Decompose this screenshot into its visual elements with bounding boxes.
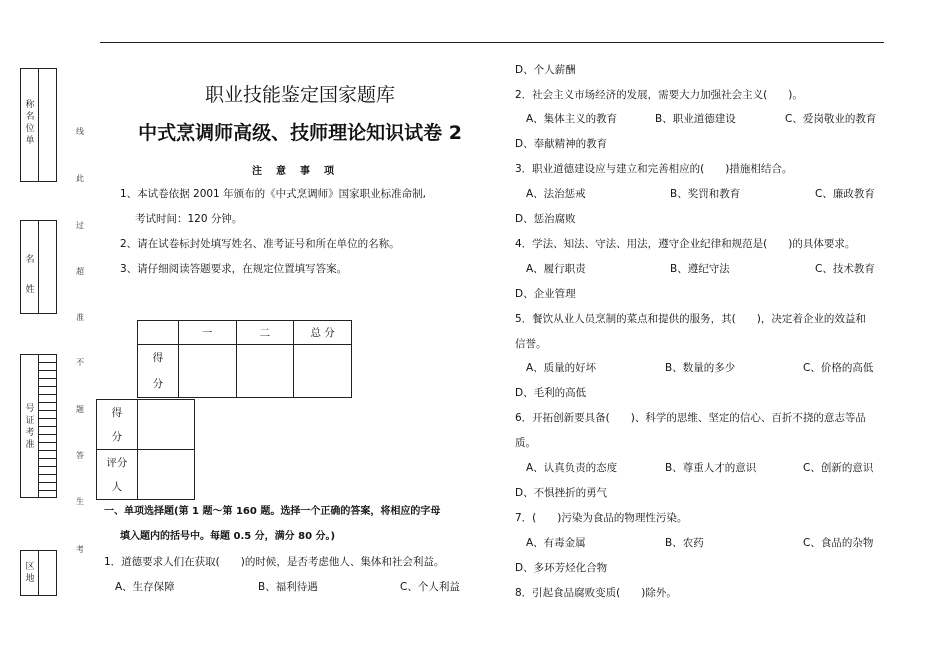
q4-option-d: D、企业管理 [515, 288, 576, 300]
q6-option-b: B、尊重人才的意识 [665, 462, 757, 474]
score-cell-total[interactable] [294, 345, 352, 398]
q4-option-a: A、履行职责 [526, 263, 586, 275]
question-7: 7．( )污染为食品的物理性污染。 [515, 512, 688, 524]
cutline-char: 答 [76, 451, 84, 460]
q6-option-a: A、认真负责的态度 [526, 462, 618, 474]
notice-item-1: 1、本试卷依据 2001 年颁布的《中式烹调师》国家职业标准命制, [120, 188, 426, 200]
q2-option-d: D、奉献精神的教育 [515, 138, 608, 150]
score-cell-2[interactable] [236, 345, 294, 398]
score-table [137, 320, 352, 398]
cutline-char: 题 [76, 405, 84, 414]
cutline-char: 生 [76, 497, 84, 506]
region-box [20, 550, 57, 596]
q3-option-a: A、法治惩戒 [526, 188, 586, 200]
cutline-char: 此 [76, 174, 84, 183]
question-8: 8．引起食品腐败变质( )除外。 [515, 587, 677, 599]
region-label: 区地 [25, 562, 35, 584]
exam-paper-title: 中式烹调师高级、技师理论知识试卷 2 [138, 122, 462, 144]
question-4: 4．学法、知法、守法、用法，遵守企业纪律和规范是( )的具体要求。 [515, 238, 856, 250]
q3-option-c: C、廉政教育 [815, 188, 875, 200]
cutline-char: 不 [76, 358, 84, 367]
notice-item-1-cont: 考试时间：120 分钟。 [135, 213, 243, 225]
unit-name-box [20, 68, 57, 182]
q2-option-a: A、集体主义的教育 [526, 113, 618, 125]
score-col-total: 总 分 [294, 321, 352, 345]
cutline-char: 过 [76, 221, 84, 230]
name-label: 名姓 [25, 255, 35, 295]
q4-option-b: B、遵纪守法 [670, 263, 730, 275]
q6-option-c: C、创新的意识 [803, 462, 874, 474]
cutline-char: 超 [76, 267, 84, 276]
q5-option-d: D、毛利的高低 [515, 387, 587, 399]
q4-option-c: C、技术教育 [815, 263, 875, 275]
unit-name-label: 称名位单 [25, 100, 35, 146]
notice-heading: 注意事项 [252, 166, 348, 177]
exam-bank-title: 职业技能鉴定国家题库 [204, 84, 395, 106]
grader-name-label: 评分 人 [97, 450, 138, 500]
grader-score-label: 得 分 [97, 400, 138, 450]
grader-score-cell[interactable] [137, 400, 194, 450]
cutline-char: 准 [76, 313, 84, 322]
question-2: 2．社会主义市场经济的发展，需要大力加强社会主义( )。 [515, 89, 803, 101]
grader-table [96, 399, 195, 500]
q7-option-c: C、食品的杂物 [803, 537, 874, 549]
top-rule [100, 42, 884, 43]
q2-option-b: B、职业道德建设 [655, 113, 736, 125]
q1-option-b: B、福利待遇 [258, 581, 318, 593]
section-heading: 一、单项选择题(第 1 题～第 160 题。选择一个正确的答案，将相应的字母 [104, 506, 441, 517]
score-row-label: 得 分 [138, 345, 179, 398]
section-heading-cont: 填入题内的括号中。每题 0.5 分，满分 80 分。) [120, 531, 336, 542]
q5-option-b: B、数量的多少 [665, 362, 736, 374]
score-cell-1[interactable] [178, 345, 236, 398]
cutline-char: 线 [76, 127, 84, 136]
exam-id-grid [39, 355, 56, 497]
question-3: 3．职业道德建设应与建立和完善相应的( )措施相结合。 [515, 163, 793, 175]
q7-option-d: D、多环芳烃化合物 [515, 562, 608, 574]
score-col-2: 二 [236, 321, 294, 345]
notice-item-3: 3、请仔细阅读答题要求，在规定位置填写答案。 [120, 263, 348, 275]
question-5: 5．餐饮从业人员烹制的菜点和提供的服务，其( )，决定着企业的效益和 [515, 313, 866, 325]
notice-item-2: 2、请在试卷标封处填写姓名、准考证号和所在单位的名称。 [120, 238, 400, 250]
q5-option-c: C、价格的高低 [803, 362, 874, 374]
exam-id-box [20, 354, 57, 498]
grader-name-cell[interactable] [137, 450, 194, 500]
q6-option-d: D、不惧挫折的勇气 [515, 487, 608, 499]
q3-option-b: B、奖罚和教育 [670, 188, 741, 200]
question-5-cont: 信誉。 [515, 338, 547, 350]
q3-option-d: D、惩治腐败 [515, 213, 576, 225]
question-6: 6．开拓创新要具备( )、科学的思维、坚定的信心、百折不挠的意志等品 [515, 412, 866, 424]
cutline-char: 考 [76, 545, 84, 554]
q1-option-c: C、个人利益 [400, 581, 460, 593]
q5-option-a: A、质量的好坏 [526, 362, 597, 374]
score-col-1: 一 [178, 321, 236, 345]
q2-option-c: C、爱岗敬业的教育 [785, 113, 877, 125]
q1-option-d: D、个人薪酬 [515, 64, 576, 76]
name-box [20, 220, 57, 314]
q1-option-a: A、生存保障 [115, 581, 175, 593]
q7-option-a: A、有毒金属 [526, 537, 586, 549]
exam-id-label: 号证考准 [25, 404, 35, 450]
question-6-cont: 质。 [515, 437, 536, 449]
question-1: 1．道德要求人们在获取( )的时候，是否考虑他人、集体和社会利益。 [104, 556, 445, 568]
q7-option-b: B、农药 [665, 537, 704, 549]
